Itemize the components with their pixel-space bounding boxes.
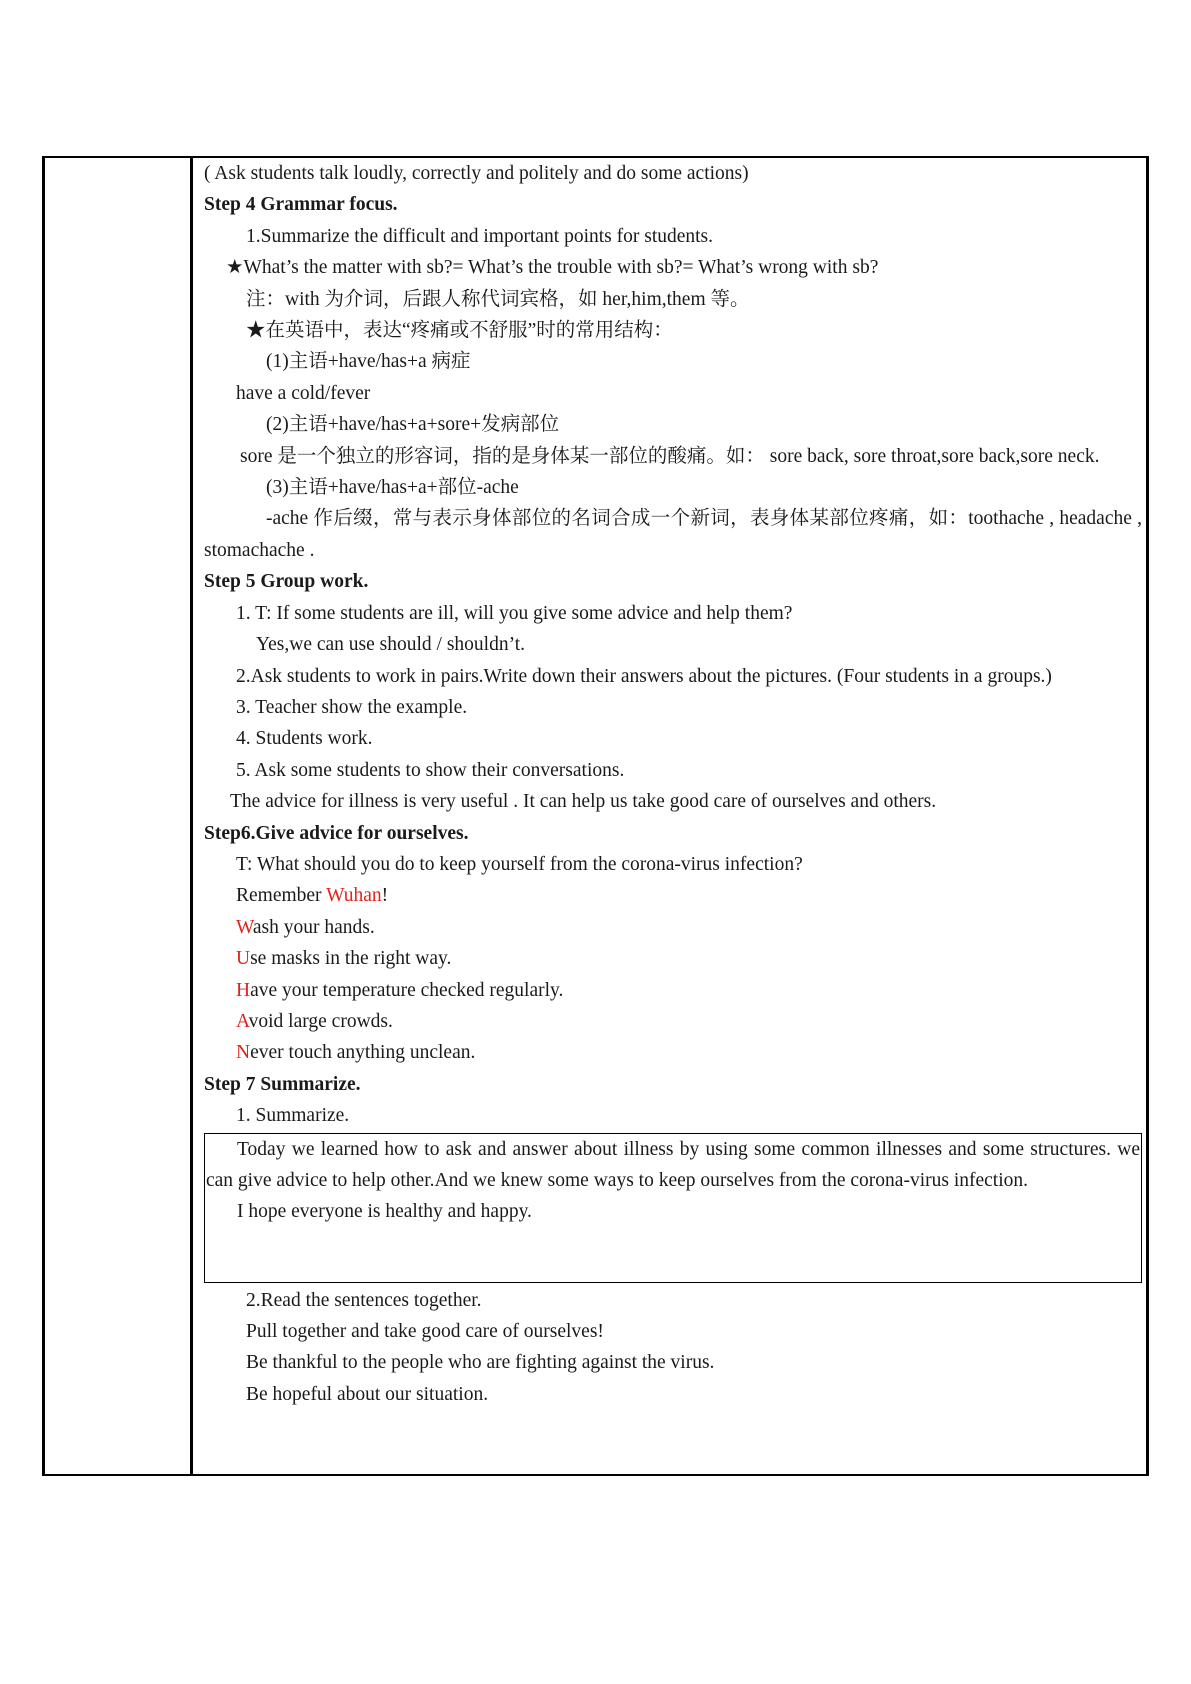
- text-paragraph: sore 是一个独立的形容词，指的是身体某一部位的酸痛。如： sore back, sore throat,sore back,sore neck.: [240, 445, 1100, 467]
- text-paragraph: -ache 作后缀，常与表示身体部位的名词合成一个新词，表身体某部位疼痛，如：toothache , headache , stomachache .: [204, 508, 1142, 561]
- summary-box: [204, 1133, 1142, 1283]
- text-span: Remember: [236, 885, 327, 907]
- text-line: The advice for illness is very useful . It can help us take good care of ourselves and others.: [230, 791, 937, 813]
- acrostic-letter: N: [236, 1042, 251, 1064]
- step-heading: Step 4 Grammar focus.: [204, 194, 398, 216]
- text-line: 1. Summarize.: [236, 1105, 350, 1127]
- acrostic-line: [204, 1006, 1142, 1037]
- text-span: ever touch anything unclean.: [250, 1042, 476, 1064]
- text-line: 5. Ask some students to show their conversations.: [236, 759, 625, 781]
- text-line: 3. Teacher show the example.: [236, 696, 468, 718]
- acrostic-letter: H: [236, 979, 251, 1001]
- text-line: Be hopeful about our situation.: [246, 1383, 489, 1405]
- acrostic-line: [204, 1037, 1142, 1068]
- step-heading: Step6.Give advice for ourselves.: [204, 822, 469, 844]
- acrostic-letter: A: [236, 1010, 249, 1032]
- text-line: I hope everyone is healthy and happy.: [237, 1201, 532, 1223]
- acrostic-letter: W: [236, 916, 253, 938]
- text-line: 注：with 为介词，后跟人称代词宾格，如 her,him,them 等。: [246, 288, 750, 310]
- text-span: ave your temperature checked regularly.: [250, 979, 564, 1001]
- acrostic-line: [204, 943, 1142, 974]
- text-line: ★在英语中，表达“疼痛或不舒服”时的常用结构：: [246, 320, 673, 342]
- acrostic-letter: U: [236, 948, 251, 970]
- step-heading: Step 5 Group work.: [204, 571, 369, 593]
- text-line: ★What’s the matter with sb?= What’s the trouble with sb?= What’s wrong with sb?: [226, 257, 879, 279]
- acrostic-line: [204, 912, 1142, 943]
- text-span: void large crowds.: [248, 1010, 393, 1032]
- text-line: 1.Summarize the difficult and important points for students.: [246, 225, 714, 247]
- column-divider: [190, 156, 193, 1476]
- text-line: T: What should you do to keep yourself from the corona-virus infection?: [236, 853, 803, 875]
- procedure-cell: [204, 158, 1142, 1410]
- text-span: se masks in the right way.: [250, 948, 452, 970]
- text-line: 2.Read the sentences together.: [246, 1289, 482, 1311]
- text-line: Yes,we can use should / shouldn’t.: [256, 634, 526, 656]
- text-span: ash your hands.: [252, 916, 375, 938]
- text-line: 1. T: If some students are ill, will you give some advice and help them?: [236, 602, 793, 624]
- text-line: Be thankful to the people who are fighting against the virus.: [246, 1352, 715, 1374]
- text-paragraph: Today we learned how to ask and answer about illness by using some common illnesses and some structures. we can give advice to help other.And we knew some ways to keep ourselves from the corona-virus infection.: [206, 1138, 1140, 1191]
- text-line: 2.Ask students to work in pairs.Write down their answers about the pictures. (Four students in a groups.): [236, 665, 1052, 687]
- text-line: (3)主语+have/has+a+部位-ache: [266, 477, 519, 499]
- step-heading: Step 7 Summarize.: [204, 1073, 361, 1095]
- acrostic-line: [204, 975, 1142, 1006]
- text-line: (2)主语+have/has+a+sore+发病部位: [266, 414, 560, 436]
- text-line: (1)主语+have/has+a 病症: [266, 351, 471, 373]
- text-span: !: [381, 885, 389, 907]
- text-line: Pull together and take good care of ourselves!: [246, 1321, 604, 1342]
- text-line: have a cold/fever: [236, 382, 371, 404]
- text-line: [204, 880, 1142, 911]
- text-line: ( Ask students talk loudly, correctly and politely and do some actions): [204, 163, 749, 184]
- highlight-word: Wuhan: [326, 885, 382, 907]
- text-line: 4. Students work.: [236, 728, 373, 750]
